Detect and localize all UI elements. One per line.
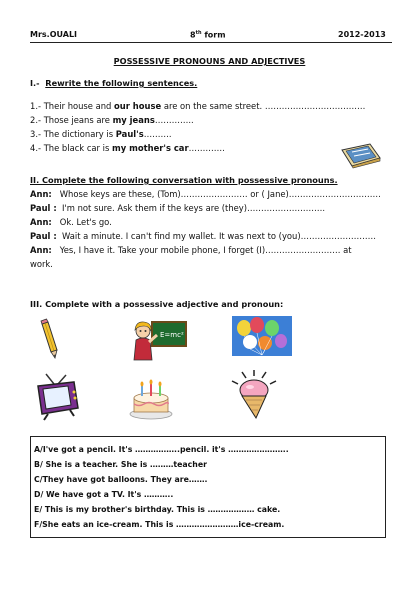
- sentence-text: Those jeans are: [43, 115, 113, 125]
- tv-icon: [34, 374, 82, 420]
- sentence-bold: our house: [114, 101, 162, 111]
- sentence-4: [30, 143, 225, 153]
- sentence-text: The black car is: [43, 143, 113, 153]
- exercise-line-f: F/She eats an ice-cream. This is ……………………ice-cream.: [34, 520, 285, 529]
- sentence-3: [30, 129, 172, 139]
- section-1-num: I.-: [30, 78, 40, 88]
- section-1-heading: [30, 78, 197, 88]
- speaker: Ann:: [30, 189, 52, 199]
- sentence-bold: my mother's car: [112, 143, 189, 153]
- exercise-line-c: C/They have got balloons. They are…….: [34, 475, 208, 484]
- speaker: Paul :: [30, 203, 57, 213]
- sentence-num: 1.-: [30, 101, 42, 111]
- teacher-icon: [130, 318, 188, 360]
- sentence-1: [30, 101, 365, 111]
- sentence-blank: ………….: [188, 143, 225, 153]
- sentence-text: The dictionary is: [43, 129, 116, 139]
- ice-cream-icon: [232, 372, 282, 420]
- dialogue-line-1: [30, 189, 381, 199]
- sentence-bold: my jeans: [112, 115, 155, 125]
- balloons-icon: [232, 316, 292, 356]
- form-label: [190, 30, 226, 40]
- exercise-line-e: E/ This is my brother's birthday. This is ……………… cake.: [34, 505, 281, 514]
- dialogue-text: Yes, I have it. Take your mobile phone, I forget (I)……………………… at: [59, 245, 352, 255]
- school-year: 2012-2013: [338, 30, 386, 39]
- sentence-num: 3.-: [30, 129, 42, 139]
- chalkboard-text: E=mc²: [160, 331, 184, 339]
- section-1-title: Rewrite the following sentences.: [45, 78, 198, 88]
- speaker: Ann:: [30, 245, 52, 255]
- header-divider: [30, 42, 392, 43]
- dialogue-text: Whose keys are these, (Tom)…………………… or ( Jane)……………………………: [59, 189, 381, 199]
- section-3-heading: III. Complete with a possessive adjective and pronoun:: [30, 299, 284, 309]
- dialogue-line-2: [30, 203, 325, 213]
- section-2-heading: II. Complete the following conversation with possessive pronouns.: [30, 175, 338, 185]
- sentence-2: [30, 115, 194, 125]
- pencil-icon: [38, 320, 60, 360]
- sentence-bold: Paul's: [115, 129, 144, 139]
- speaker: Paul :: [30, 231, 57, 241]
- dialogue-line-4: [30, 231, 376, 241]
- birthday-cake-icon: [128, 376, 174, 420]
- worksheet-title: POSSESSIVE PRONOUNS AND ADJECTIVES: [113, 56, 306, 66]
- sentence-blank: ……….: [143, 129, 172, 139]
- dialogue-text: Wait a minute. I can't find my wallet. It was next to (you)………………………: [62, 231, 376, 241]
- sentence-num: 2.-: [30, 115, 42, 125]
- dialogue-line-3: [30, 217, 112, 227]
- teacher-name: Mrs.OUALI: [30, 30, 78, 39]
- dictionary-icon: [340, 142, 382, 168]
- sentence-num: 4.-: [30, 143, 42, 153]
- dialogue-text: I'm not sure. Ask them if the keys are (they)……………………….: [62, 203, 326, 213]
- sentence-blank: …………..: [154, 115, 194, 125]
- exercise-line-d: D/ We have got a TV. It's ………..: [34, 490, 174, 499]
- dialogue-text: Ok. Let's go.: [59, 217, 112, 227]
- form-word: form: [204, 30, 226, 40]
- dialogue-continuation: work.: [30, 259, 53, 269]
- form-number: 8: [190, 30, 196, 40]
- sentence-text: Their house and: [43, 101, 115, 111]
- sentence-blank: are on the same street. ………………………………: [161, 101, 366, 111]
- exercise-line-a: A/I've got a pencil. It's ……………..pencil. it's …………………..: [34, 445, 289, 454]
- exercise-line-b: B/ She is a teacher. She is ………teacher: [34, 460, 207, 469]
- dialogue-line-5: [30, 245, 352, 255]
- form-suffix: th: [195, 30, 202, 36]
- speaker: Ann:: [30, 217, 52, 227]
